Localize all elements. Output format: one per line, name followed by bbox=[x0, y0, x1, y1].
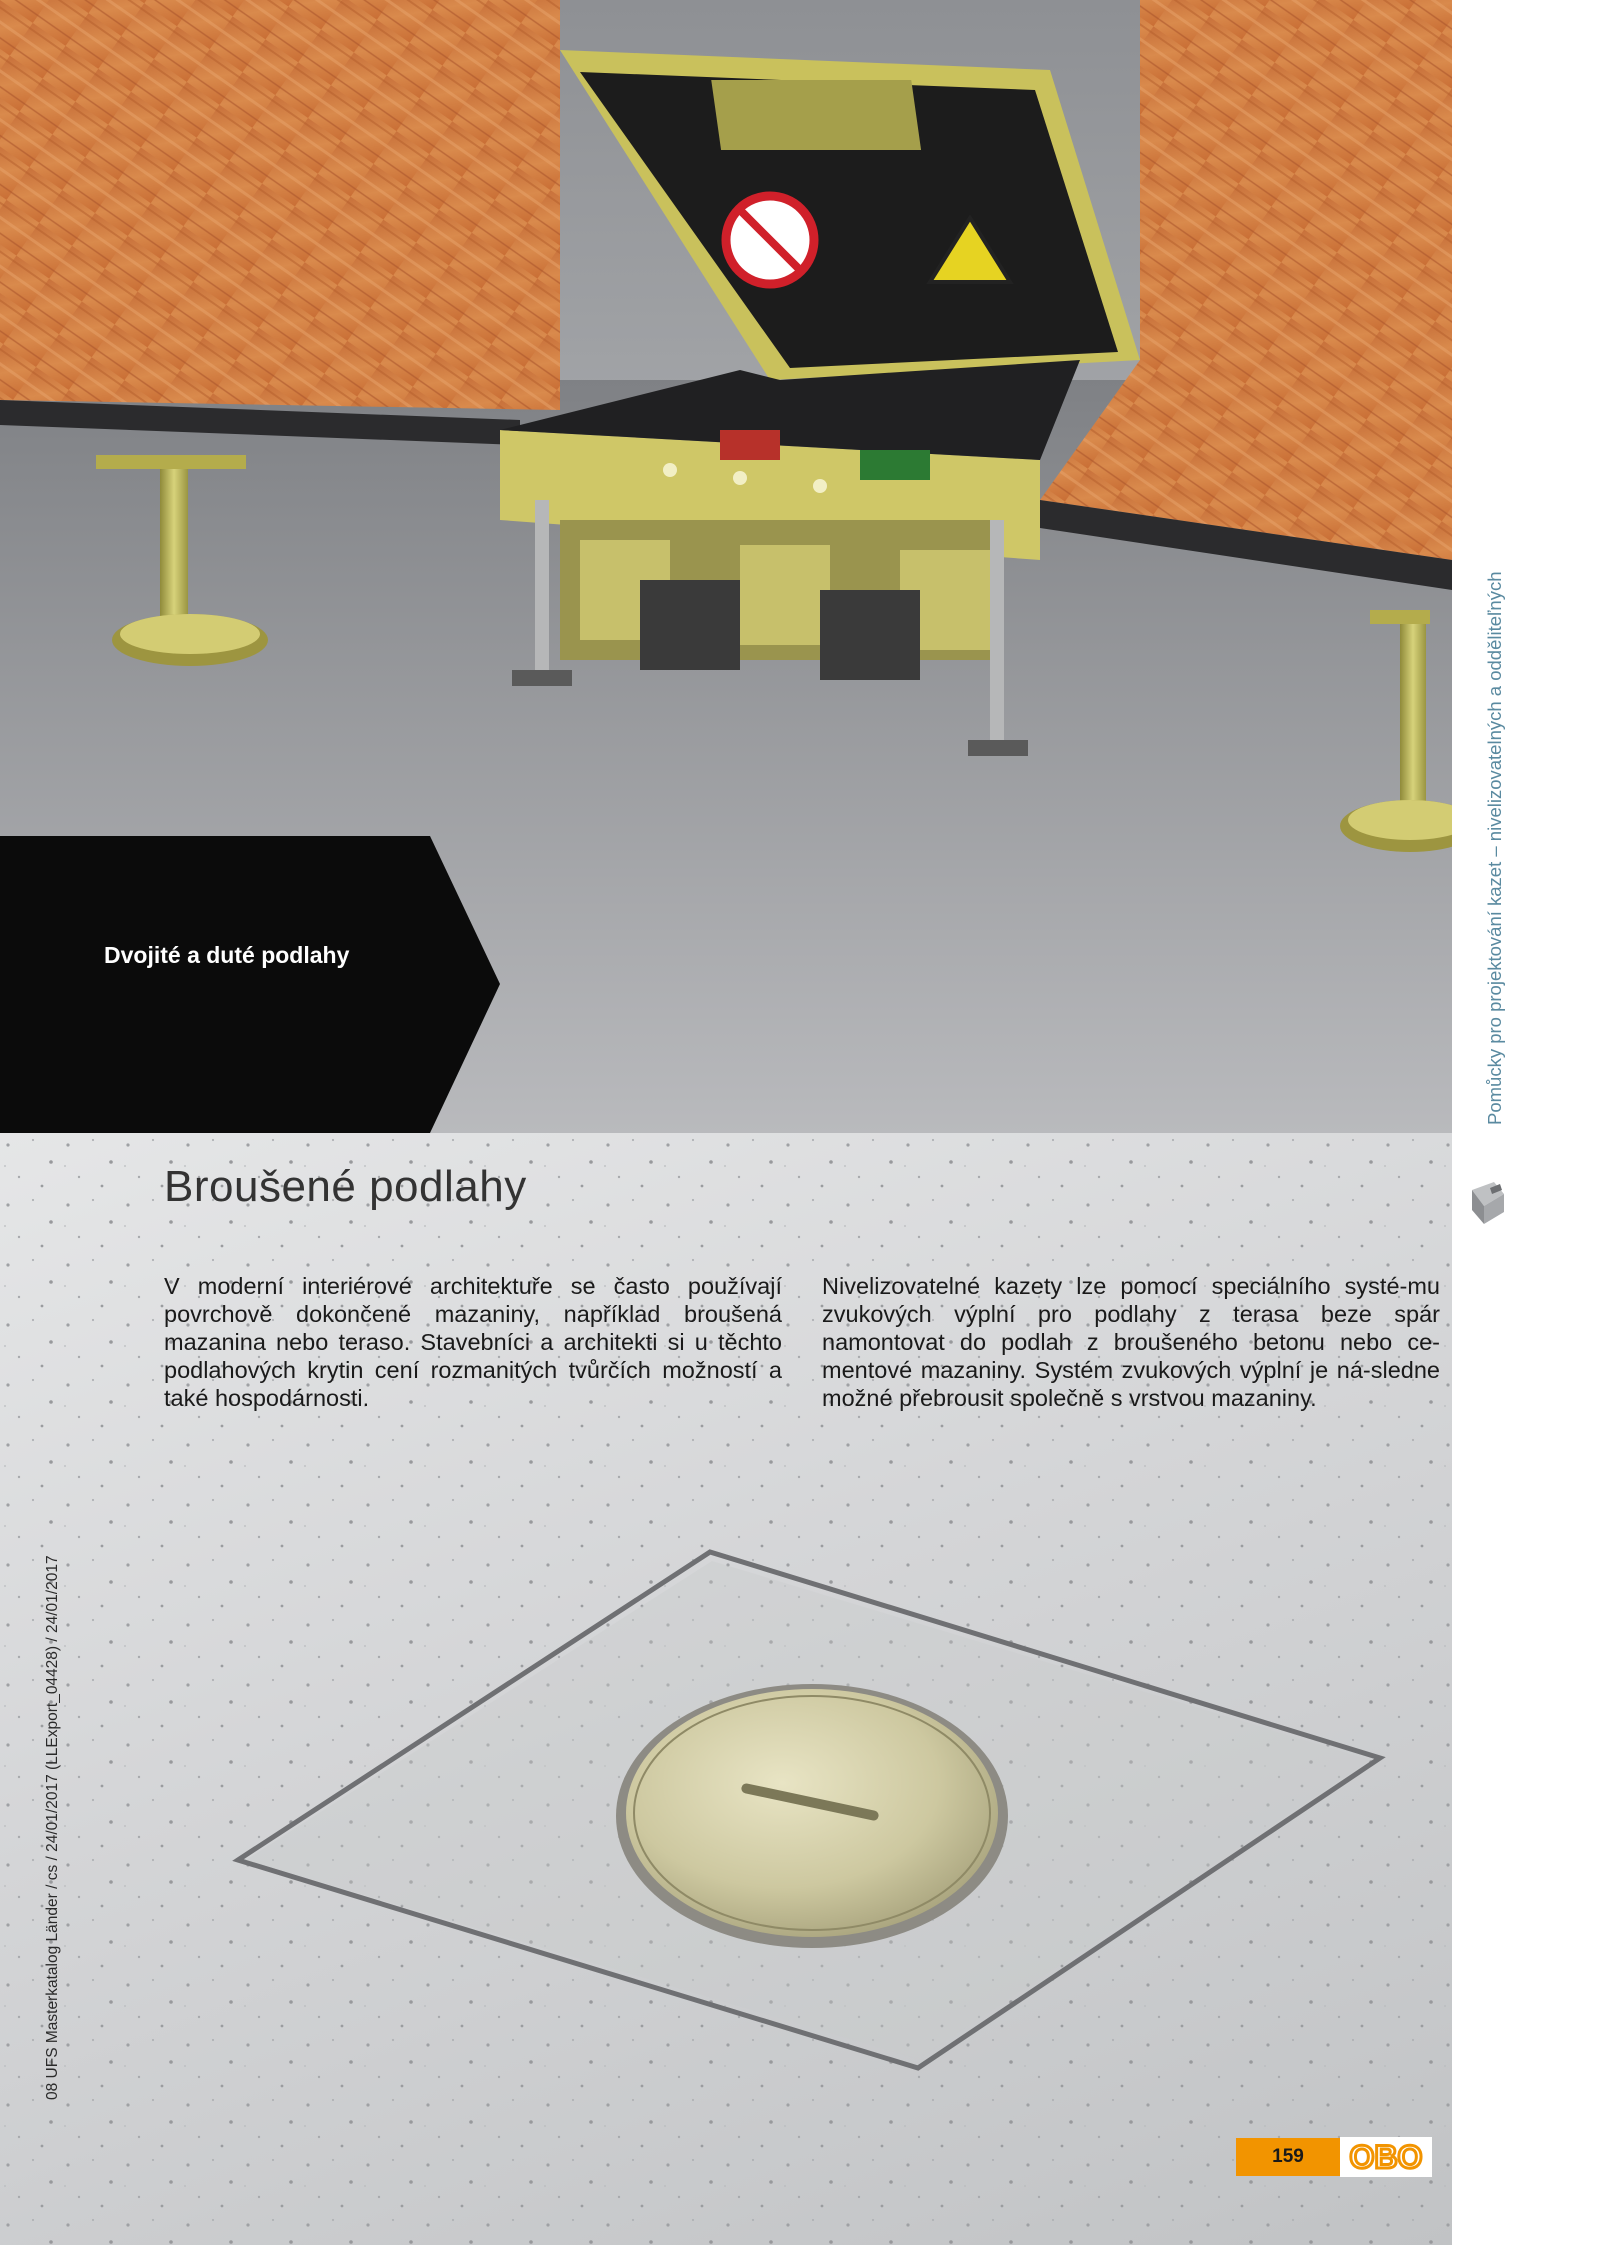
floor-box-lid bbox=[616, 1684, 1008, 1948]
page-number: 159 bbox=[1236, 2138, 1340, 2176]
section-tab bbox=[0, 836, 500, 1133]
floor-box-icon bbox=[1470, 1180, 1506, 1226]
body-text-left: V moderní interiérové architektuře se často používají povrchově dokončené mazaniny, například broušená mazanina nebo teraso. Stavebníci a architekti si u těchto podlahových krytin cení rozmanitých tvůrčích možností a také hospodárnosti. bbox=[164, 1273, 782, 1411]
side-rail bbox=[1452, 0, 1600, 2245]
body-text-right: Nivelizovatelné kazety lze pomocí speciálního systé-mu zvukových výplní pro podlahy z terasa beze spár namontovat do podlah z broušeného betonu nebo ce-mentové mazaniny. Systém zvukových výplní je ná-sledne možné přebrousit společně s vrstvou mazaniny. bbox=[822, 1273, 1440, 1411]
section-tab-label: Dvojité a duté podlahy bbox=[104, 942, 350, 968]
page-title: Broušené podlahy bbox=[164, 1162, 527, 1211]
logo-text: OBO bbox=[1349, 2139, 1423, 2175]
section-tab-shape bbox=[0, 836, 500, 1133]
footer-meta: 08 UFS Masterkatalog Länder / cs / 24/01/2017 (LLExport_04428) / 24/01/2017 bbox=[44, 1555, 61, 2100]
side-section-title: Pomůcky pro projektování kazet – nivelizovatelných a odděliteľných bbox=[1484, 571, 1505, 1125]
obo-logo-icon bbox=[1340, 2137, 1432, 2177]
